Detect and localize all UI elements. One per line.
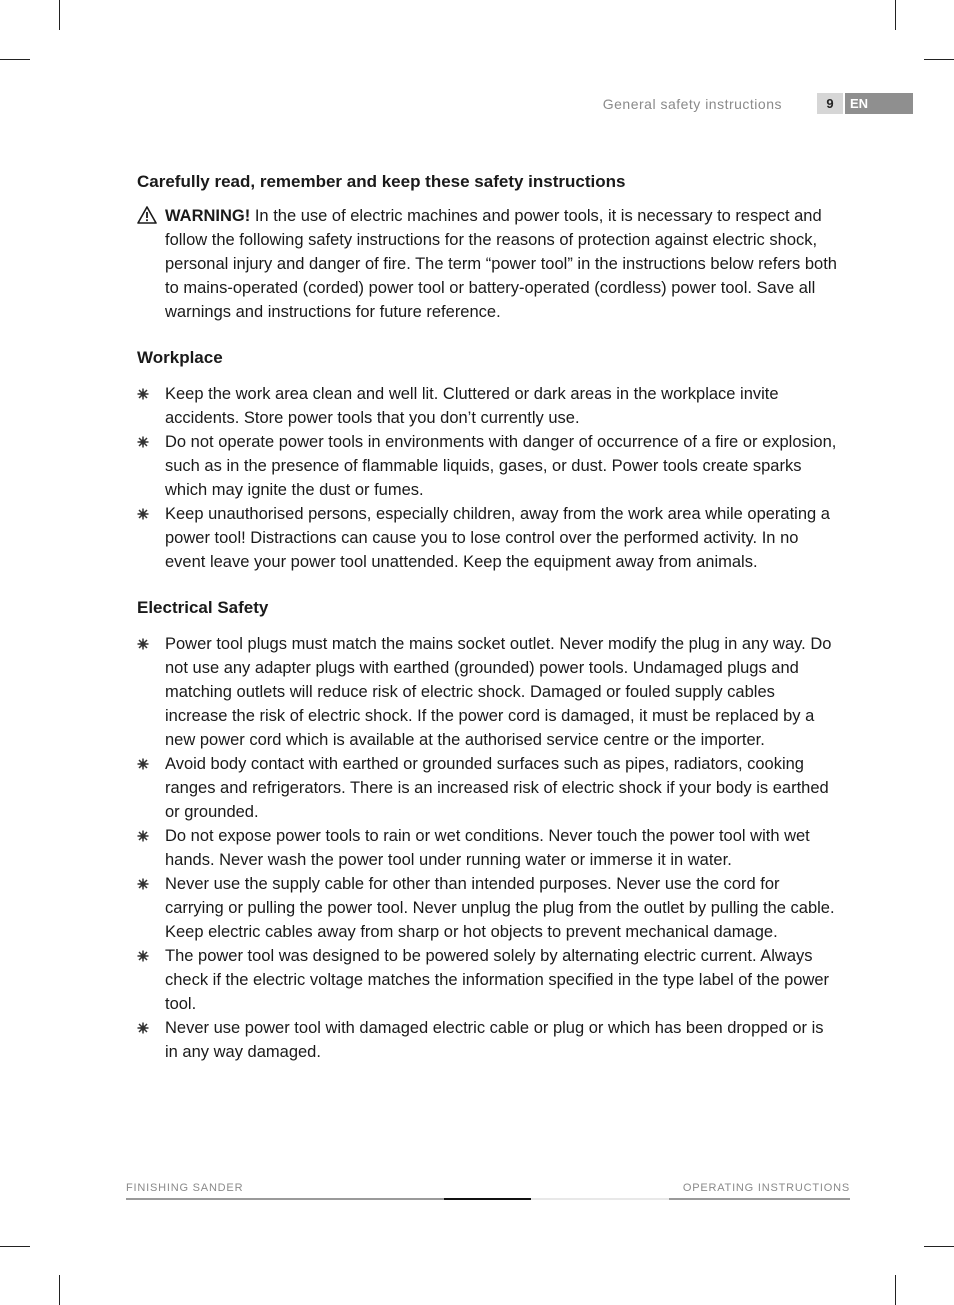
bullet-icon (137, 950, 149, 962)
header-section-title: General safety instructions (602, 96, 782, 112)
warning-block (137, 204, 837, 324)
footer-rule (444, 1198, 531, 1200)
list-item (137, 824, 837, 872)
crop-mark (895, 0, 896, 30)
bullet-icon (137, 758, 149, 770)
main-content (137, 170, 837, 1064)
bullet-icon (137, 1022, 149, 1034)
crop-mark (924, 1246, 954, 1247)
bullet-icon (137, 830, 149, 842)
crop-mark (0, 1246, 30, 1247)
crop-mark (0, 59, 30, 60)
bullet-list (137, 382, 837, 574)
bullet-icon (137, 878, 149, 890)
bullet-icon (137, 388, 149, 400)
list-item (137, 502, 837, 574)
list-item-text: The power tool was designed to be powered solely by alternating electric current. Always check if the electric voltage matches the information specified in the type label of the power tool. (165, 947, 830, 1013)
section-title: Electrical Safety (137, 598, 269, 617)
bullet-icon (137, 508, 149, 520)
list-item-text: Keep unauthorised persons, especially children, away from the work area while operating a power tool! Distractions can cause you to lose control over the performed activity. In no event leave your power tool unattended. Keep the equipment away from animals. (165, 505, 830, 571)
footer-rule (669, 1198, 850, 1200)
warning-text: In the use of electric machines and power tools, it is necessary to respect and follow the following safety instructions for the reasons of protection against electric shock, personal injury and danger of fire. The term “power tool” in the instructions below refers both to mains-operated (corded) power tool or battery-operated (cordless) power tool. Save all warnings and instructions for future reference. (165, 207, 837, 321)
list-item-text: Do not expose power tools to rain or wet conditions. Never touch the power tool with wet hands. Never wash the power tool under running water or immerse it in water. (165, 827, 810, 869)
section-electrical-safety (137, 596, 837, 1064)
list-item (137, 430, 837, 502)
crop-mark (59, 1275, 60, 1305)
list-item (137, 944, 837, 1016)
footer-rule (531, 1198, 669, 1200)
list-item-text: Never use power tool with damaged electric cable or plug or which has been dropped or is in any way damaged. (165, 1019, 824, 1061)
warning-label: WARNING! (165, 207, 251, 225)
list-item-text: Keep the work area clean and well lit. Cluttered or dark areas in the workplace invite accidents. Store power tools that you don’t currently use. (165, 385, 779, 427)
list-item-text: Do not operate power tools in environments with danger of occurrence of a fire or explosion, such as in the presence of flammable liquids, gases, or dust. Power tools create sparks which may ignite the dust or fumes. (165, 433, 837, 499)
page-number: 9 (817, 93, 843, 114)
section-title: Workplace (137, 348, 223, 367)
list-item (137, 872, 837, 944)
crop-mark (895, 1275, 896, 1305)
list-item-text: Avoid body contact with earthed or grounded surfaces such as pipes, radiators, cooking ranges and refrigerators. There is an increased risk of electric shock if your body is earthed or grounded. (165, 755, 829, 821)
list-item (137, 382, 837, 430)
footer-product-name: FINISHING SANDER (126, 1182, 244, 1194)
bullet-icon (137, 638, 149, 650)
crop-mark (924, 59, 954, 60)
bullet-list (137, 632, 837, 1064)
list-item (137, 752, 837, 824)
main-heading: Carefully read, remember and keep these safety instructions (137, 172, 626, 191)
footer-document-type: OPERATING INSTRUCTIONS (682, 1182, 850, 1194)
list-item (137, 632, 837, 752)
list-item-text: Power tool plugs must match the mains socket outlet. Never modify the plug in any way. Do not use any adapter plugs with earthed (grounded) power tools. Undamaged plugs and matching outlets will reduce risk of electric shock. Damaged or fouled supply cables increase the risk of electric shock. If the power cord is damaged, it must be replaced by a new power cord which is available at the authorised service centre or the importer. (165, 635, 832, 749)
list-item (137, 1016, 837, 1064)
crop-mark (59, 0, 60, 30)
bullet-icon (137, 436, 149, 448)
language-badge: EN (845, 93, 913, 114)
list-item-text: Never use the supply cable for other than intended purposes. Never use the cord for carrying or pulling the power tool. Never unplug the plug from the outlet by pulling the cable. Keep electric cables away from sharp or hot objects to prevent mechanical damage. (165, 875, 835, 941)
warning-triangle-icon (137, 206, 157, 224)
section-workplace (137, 346, 837, 574)
footer-rule (126, 1198, 444, 1200)
